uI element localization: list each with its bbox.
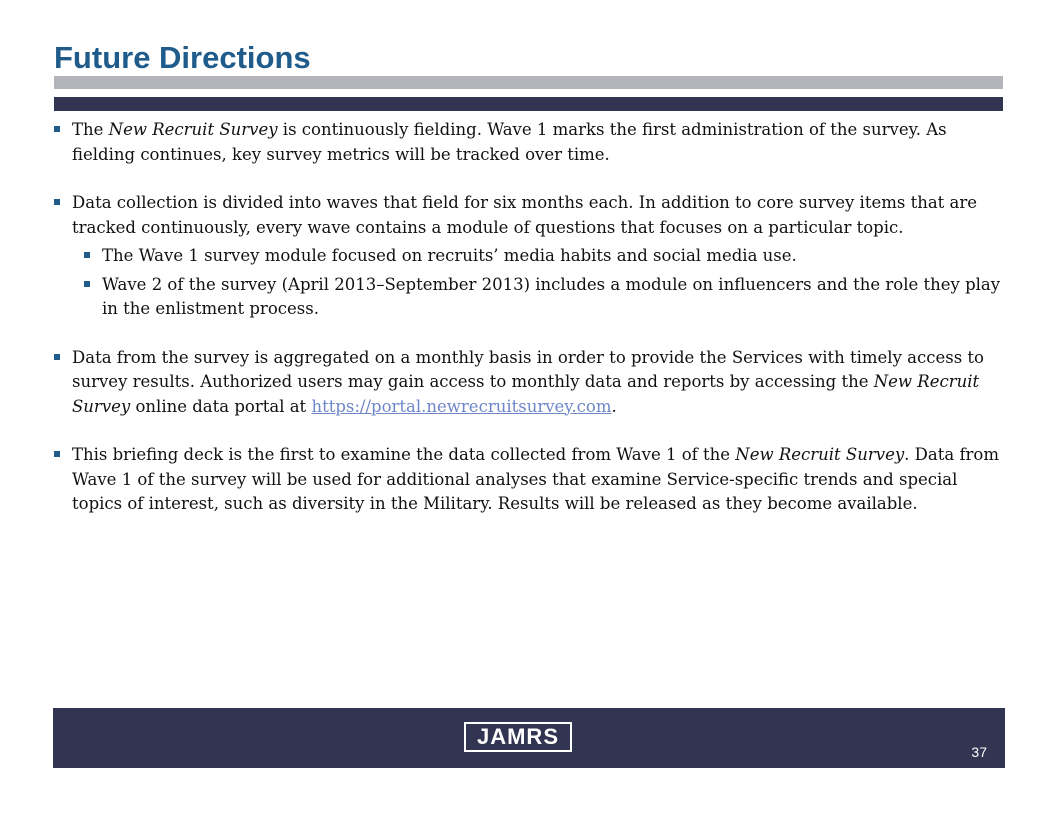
- bullet-1-text-cont: is continuously fielding. Wave 1 marks the first administration of the survey. As fielding continues, key survey metrics will be tracked over time.: [72, 120, 947, 164]
- sub-bullet-wave-2-text: Wave 2 of the survey (April 2013–September 2013) includes a module on influencers and the role they play in the enlistment process.: [102, 274, 1001, 318]
- bullet-4-text: This briefing deck is the first to examine the data collected from Wave 1 of the: [72, 445, 736, 464]
- sub-bullet-wave-2: [84, 273, 1004, 322]
- bullet-2: [54, 191, 1004, 240]
- bullet-3-period: .: [611, 396, 617, 416]
- bullet-3: [54, 346, 1004, 420]
- bullet-marker: [84, 252, 90, 258]
- bullet-marker: [54, 126, 60, 132]
- sub-bullet-wave-1-text: The Wave 1 survey module focused on recruits’ media habits and social media use.: [102, 246, 797, 265]
- bullet-marker: [54, 354, 60, 360]
- bullet-3-text: Data from the survey is aggregated on a monthly basis in order to provide the Services with timely access to survey results. Authorized users may gain access to monthly data and reports by accessing the: [72, 347, 984, 391]
- survey-name: New Recruit Survey: [735, 445, 905, 464]
- bullet-marker: [54, 451, 60, 457]
- bullet-1-text: The: [72, 120, 109, 139]
- slide-body: [54, 118, 1004, 517]
- sub-bullet-wave-1: [84, 244, 1004, 269]
- title-divider-gray: [54, 76, 1003, 89]
- title-divider-navy: [54, 97, 1003, 111]
- survey-name: New Recruit Survey: [72, 372, 980, 416]
- page-number: 37: [971, 744, 987, 760]
- survey-name: New Recruit Survey: [108, 120, 278, 139]
- slide-title: Future Directions: [54, 40, 311, 75]
- bullet-1: [54, 118, 1004, 167]
- bullet-marker: [84, 281, 90, 287]
- footer-bar: [53, 708, 1005, 768]
- jamrs-logo: JAMRS: [464, 722, 572, 752]
- bullet-marker: [54, 199, 60, 205]
- bullet-4: [54, 443, 1004, 517]
- portal-link[interactable]: https://portal.newrecruitsurvey.com: [311, 396, 612, 416]
- bullet-4-text-cont: . Data from Wave 1 of the survey will be used for additional analyses that examine Service-specific trends and special topics of interest, such as diversity in the Military. Results will be released as they become available.: [72, 445, 1000, 513]
- bullet-3-text-cont: online data portal at: [130, 396, 312, 416]
- bullet-2-text: Data collection is divided into waves that field for six months each. In addition to core survey items that are tracked continuously, every wave contains a module of questions that focuses on a particular topic.: [72, 193, 978, 237]
